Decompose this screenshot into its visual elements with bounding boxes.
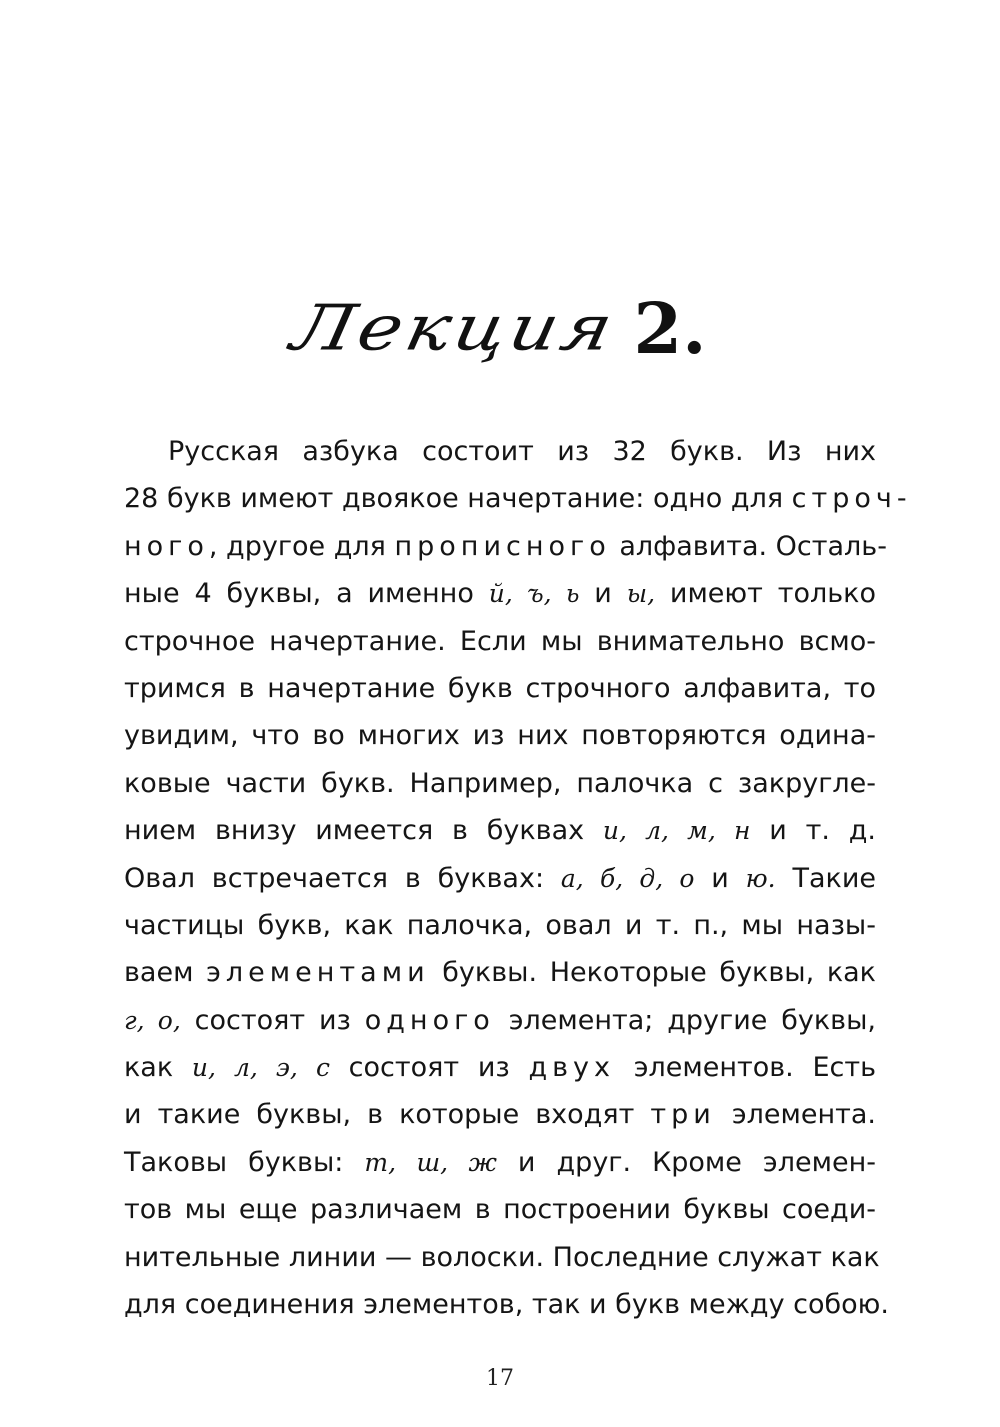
- text-line: ковые части букв. Например, палочка с закругле-: [124, 767, 876, 799]
- text-line: 28 букв имеют двоякое начертание: одно для строч-: [124, 483, 912, 515]
- script-letters: ы,: [626, 579, 656, 609]
- script-letters: т, ш, ж: [364, 1147, 497, 1177]
- script-letters: и, л, э, с: [191, 1053, 330, 1083]
- text-line: г, о, состоят из одного элемента; другие буквы,: [124, 1004, 876, 1036]
- text-line: увидим, что во многих из них повторяются одина-: [124, 720, 876, 752]
- text-line: строчное начертание. Если мы внимательно всмо-: [124, 625, 876, 657]
- lecture-heading: [0, 285, 1000, 395]
- text-line: нием внизу имеется в буквах и, л, м, н и т. д.: [124, 815, 877, 847]
- text-line: Русская азбука состоит из 32 букв. Из них: [168, 436, 876, 467]
- page-number: 17: [486, 1366, 514, 1391]
- text-line: для соединения элементов, так и букв между собою.: [124, 1289, 889, 1321]
- script-letters: г, о,: [124, 1005, 181, 1035]
- text-line: тов мы еще различаем в построении буквы соеди-: [124, 1194, 876, 1226]
- script-letters: а, б, д, о: [560, 863, 695, 893]
- text-line: тримся в начертание букв строчного алфавита, то: [124, 672, 876, 704]
- text-line: ные 4 буквы, а именно й, ъ, ь и ы, имеют только: [124, 578, 876, 610]
- text-line: ного, другое для прописного алфавита. Осталь-: [124, 530, 887, 562]
- text-line: Таковы буквы: т, ш, ж и друг. Кроме элемен-: [124, 1146, 876, 1178]
- text-line: и такие буквы, в которые входят три элемента.: [124, 1099, 876, 1131]
- text-line: ваем элементами буквы. Некоторые буквы, как: [124, 957, 876, 989]
- script-letters: ю.: [745, 863, 776, 893]
- text-line: частицы букв, как палочка, овал и т. п., мы назы-: [124, 909, 876, 941]
- lecture-heading-word: Лекция: [285, 291, 624, 365]
- lecture-text: [124, 428, 912, 1328]
- text-line: Овал встречается в буквах: а, б, д, о и ю. Такие: [124, 862, 876, 894]
- lecture-heading-number: 2.: [633, 287, 707, 370]
- text-line: нительные линии — волоски. Последние служат как: [124, 1241, 880, 1273]
- text-line: как и, л, э, с состоят из двух элементов. Есть: [124, 1052, 877, 1084]
- script-letters: й, ъ, ь: [488, 579, 580, 609]
- script-letters: и, л, м, н: [602, 816, 751, 846]
